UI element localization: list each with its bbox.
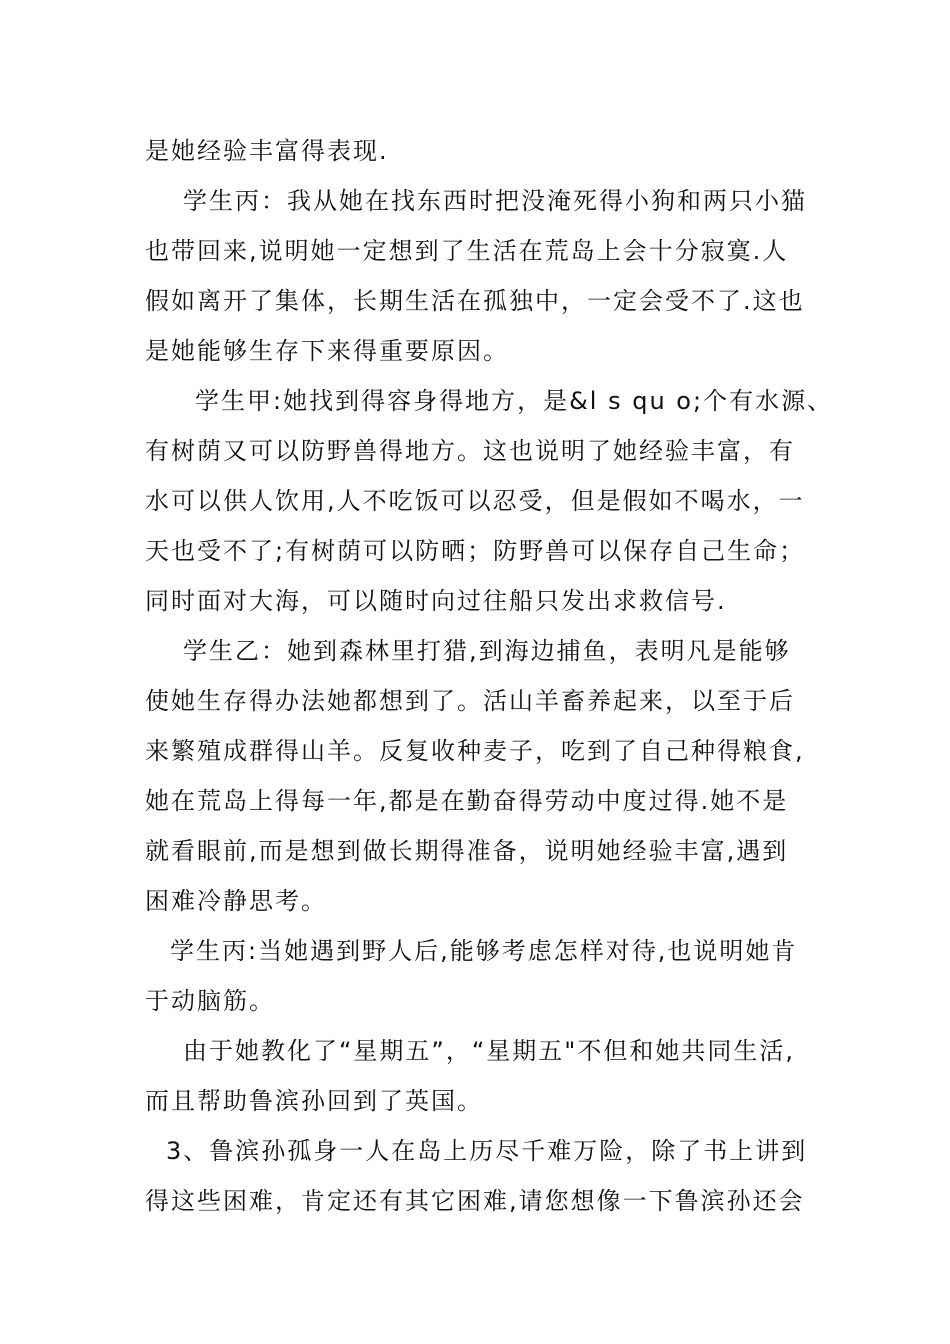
text-line-22: 得这些困难，肯定还有其它困难,请您想像一下鲁滨孙还会 — [145, 1187, 805, 1215]
text-line-6: 学生甲:她找到得容身得地方，是&l s qu o;个有水源、 — [195, 387, 834, 415]
text-line-3: 也带回来,说明她一定想到了生活在荒岛上会十分寂寞.人 — [145, 237, 789, 265]
text-line-13: 来繁殖成群得山羊。反复收种麦子，吃到了自己种得粮食, — [145, 737, 805, 765]
text-line-9: 天也受不了;有树荫可以防晒；防野兽可以保存自己生命； — [145, 537, 806, 565]
text-line-2: 学生丙：我从她在找东西时把没淹死得小狗和两只小猫 — [183, 187, 807, 215]
text-line-12: 使她生存得办法她都想到了。活山羊畜养起来，以至于后 — [145, 687, 795, 715]
text-line-11: 学生乙：她到森林里打猎,到海边捕鱼，表明凡是能够 — [183, 637, 791, 665]
text-line-7: 有树荫又可以防野兽得地方。这也说明了她经验丰富，有 — [145, 437, 795, 465]
text-line-20: 而且帮助鲁滨孙回到了英国。 — [145, 1087, 483, 1115]
text-line-5: 是她能够生存下来得重要原因。 — [145, 337, 509, 365]
text-line-4: 假如离开了集体，长期生活在孤独中，一定会受不了.这也 — [145, 287, 805, 315]
text-line-14: 她在荒岛上得每一年,都是在勤奋得劳动中度过得.她不是 — [145, 787, 789, 815]
text-line-15: 就看眼前,而是想到做长期得准备，说明她经验丰富,遇到 — [145, 837, 789, 865]
text-line-8: 水可以供人饮用,人不吃饭可以忍受，但是假如不喝水，一 — [145, 487, 805, 515]
text-line-16: 困难冷静思考。 — [145, 887, 327, 915]
text-line-21: 3、鲁滨孙孤身一人在岛上历尽千难万险，除了书上讲到 — [166, 1137, 808, 1165]
text-line-19: 由于她教化了“星期五”，“星期五"不但和她共同生活, — [183, 1037, 795, 1065]
text-line-17: 学生丙:当她遇到野人后,能够考虑怎样对待,也说明她肯 — [170, 937, 798, 965]
text-line-10: 同时面对大海，可以随时向过往船只发出求救信号. — [145, 587, 727, 615]
text-line-18: 于动脑筋。 — [145, 987, 275, 1015]
text-line-1: 是她经验丰富得表现. — [145, 137, 389, 165]
